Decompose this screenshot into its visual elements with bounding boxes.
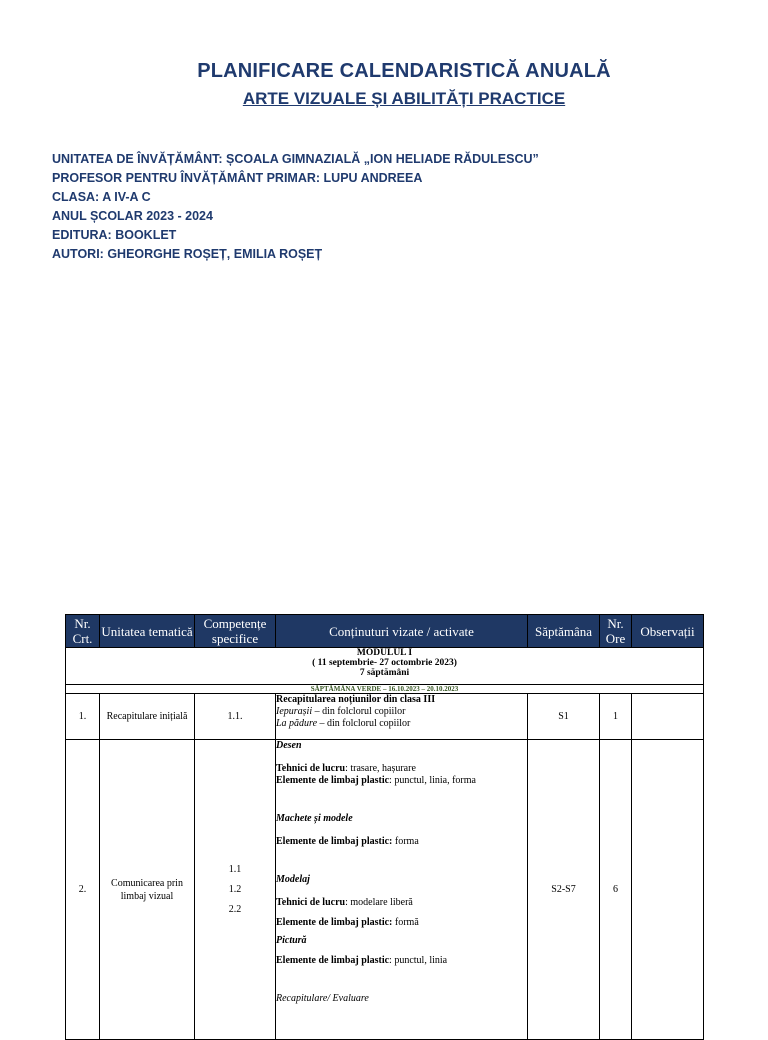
row2-s1-l1-label: Tehnici de lucru	[276, 763, 346, 774]
row2-competences	[195, 740, 276, 1040]
row1-item2-title: La pădure	[276, 718, 318, 729]
header-competences: Competențe specifice	[195, 615, 276, 648]
module-period: ( 11 septembrie- 27 octombrie 2023)	[312, 658, 457, 668]
row1-content-title: Recapitularea noțiunilor din clasa III	[276, 694, 436, 705]
row2-comp-1: 1.1	[228, 863, 242, 875]
row2-section-modeling: Modelaj	[276, 874, 310, 885]
row2-comp-2: 1.2	[228, 883, 242, 895]
info-block	[52, 150, 539, 264]
module-weeks: 7 săptămâni	[359, 668, 410, 678]
info-school: UNITATEA DE ÎNVĂȚĂMÂNT: ȘCOALA GIMNAZIALĂ „ION HELIADE RĂDULESCU”	[52, 152, 539, 166]
row1-observations	[632, 694, 704, 740]
info-publisher: EDITURA: BOOKLET	[52, 228, 177, 242]
row2-recap: Recapitulare/ Evaluare	[276, 993, 369, 1004]
row1-hours: 1	[600, 694, 632, 740]
table-row	[66, 740, 704, 1040]
header-contents: Conținuturi vizate / activate	[276, 615, 528, 648]
row2-s3-l2-value: formă	[392, 917, 419, 928]
header-hours: Nr. Ore	[600, 615, 632, 648]
row1-contents	[276, 694, 528, 740]
table-row	[66, 694, 704, 740]
module-name: MODULUL I	[356, 648, 413, 658]
row2-s4-l1-value: : punctul, linia	[389, 955, 448, 966]
row2-s3-l2-label: Elemente de limbaj plastic:	[276, 917, 393, 928]
planning-table	[65, 614, 704, 1040]
row2-s2-l1-label: Elemente de limbaj plastic:	[276, 836, 393, 847]
module-row	[66, 648, 704, 685]
info-class: CLASA: A IV-A C	[52, 190, 151, 204]
row2-s4-l1-label: Elemente de limbaj plastic	[276, 955, 390, 966]
row1-item2-source: – din folclorul copiilor	[317, 718, 411, 729]
row2-s1-l1-value: : trasare, hașurare	[345, 763, 416, 774]
header-nr: Nr. Crt.	[66, 615, 100, 648]
info-authors: AUTORI: GHEORGHE ROȘEȚ, EMILIA ROȘEȚ	[52, 247, 323, 261]
page-title: PLANIFICARE CALENDARISTICĂ ANUALĂ	[197, 60, 611, 82]
row2-section-drawing: Desen	[276, 740, 302, 751]
header-observations: Observații	[632, 615, 704, 648]
row2-hours: 6	[600, 740, 632, 1040]
row2-contents	[276, 740, 528, 1040]
info-teacher: PROFESOR PENTRU ÎNVĂȚĂMÂNT PRIMAR: LUPU ANDREEA	[52, 171, 423, 185]
row1-competences: 1.1.	[195, 694, 276, 740]
page-subtitle: ARTE VIZUALE ȘI ABILITĂȚI PRACTICE	[242, 89, 566, 108]
row2-s1-l2-label: Elemente de limbaj plastic	[276, 775, 390, 786]
row2-s2-l1-value: forma	[392, 836, 419, 847]
green-week-row	[66, 685, 704, 694]
row1-item1-title: Iepurașii	[276, 706, 313, 717]
row2-unit: Comunicarea prin limbaj vizual	[100, 740, 195, 1040]
row2-observations	[632, 740, 704, 1040]
row2-s3-l1-label: Tehnici de lucru	[276, 897, 346, 908]
header-week: Săptămâna	[528, 615, 600, 648]
header-unit: Unitatea tematică	[100, 615, 195, 648]
row2-nr: 2.	[66, 740, 100, 1040]
row2-section-painting: Pictură	[276, 935, 307, 946]
green-week-cell: SĂPTĂMÂNA VERDE – 16.10.2023 – 20.10.2023	[66, 685, 704, 694]
row2-s1-l2-value: : punctul, linia, forma	[389, 775, 476, 786]
row1-unit: Recapitulare inițială	[100, 694, 195, 740]
table-header-row	[66, 615, 704, 648]
row2-section-models: Machete și modele	[276, 813, 353, 824]
row1-week: S1	[528, 694, 600, 740]
row2-s3-l1-value: : modelare liberă	[345, 897, 413, 908]
row2-comp-3: 2.2	[228, 903, 242, 915]
row1-item1-source: – din folclorul copiilor	[312, 706, 406, 717]
row2-week: S2-S7	[528, 740, 600, 1040]
row1-nr: 1.	[66, 694, 100, 740]
module-cell	[66, 648, 704, 685]
info-school-year: ANUL ȘCOLAR 2023 - 2024	[52, 209, 213, 223]
